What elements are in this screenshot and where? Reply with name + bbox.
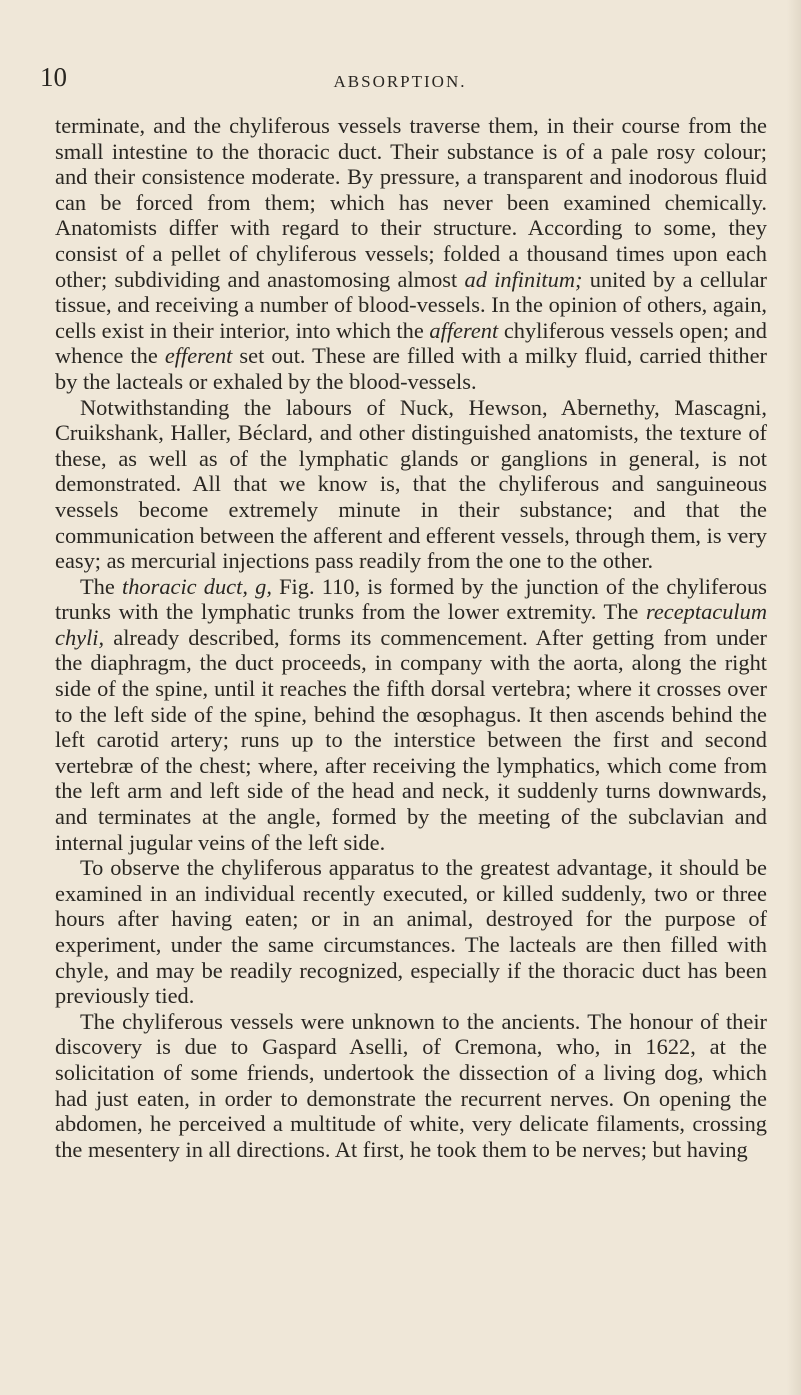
italic-text: efferent [164,343,233,369]
italic-text: afferent [429,317,499,343]
italic-text: receptaculum chyli, [55,599,767,650]
text-run: To observe the chyliferous apparatus to the greatest advantage, it should be examined in an individual recently executed, or killed suddenly, two or three hours after having eaten; or in an animal, destroyed for the purpose of experiment, under the same circumstances. The lacteals are then filled with chyle, and may be readily recognized, especially if the thoracic duct has been previously tied. [55,855,767,1009]
paragraph [55,1009,767,1163]
text-run: The chyliferous vessels were unknown to the ancients. The honour of their discovery is due to Gaspard Aselli, of Cremona, who, in 1622, at the solicitation of some friends, undertook the dissection of a living dog, which had just eaten, in order to demonstrate the recurrent nerves. On opening the abdomen, he perceived a multitude of white, very delicate filaments, crossing the mesentery in all directions. At first, he took them to be nerves; but having [55,1008,767,1162]
running-head: ABSORPTION. [333,72,467,91]
text-run: The [80,573,122,599]
text-run: Fig. 110, is formed by the junction of the chyliferous trunks with the lymphatic trunks from the lower extremity. The [55,573,767,625]
body-text [55,113,767,1162]
text-run: Notwithstanding the labours of Nuck, Hewson, Abernethy, Mascagni, Cruikshank, Haller, Béclard, and other distinguished anatomists, the texture of these, as well as of the lymphatic glands or ganglions in general, is not demonstrated. All that we know is, that the chyliferous and sanguineous vessels become extremely minute in their substance; and that the communication between the afferent and efferent vessels, through them, is very easy; as mercurial injections pass readily from the one to the other. [55,394,767,574]
text-run: set out. These are filled with a milky fluid, carried thither by the lacteals or exhaled by the blood-vessels. [55,343,767,394]
paragraph [55,395,767,574]
paragraph [55,113,767,395]
paragraph [55,574,767,856]
text-run: chyliferous vessels open; and whence the [55,317,768,369]
italic-text: thoracic duct, g, [122,573,272,599]
paragraph [55,855,767,1009]
page-edge-shadow [787,0,801,1395]
page-header [40,62,760,98]
page-number: 10 [40,62,67,92]
text-run: already described, forms its commencement. After getting from under the diaphragm, the duct proceeds, in company with the aorta, along the right side of the spine, until it reaches the fifth dorsal vertebra; where it crosses over to the left side of the spine, behind the œsophagus. It then ascends behind the left carotid artery; runs up to the interstice between the first and second vertebræ of the chest; where, after receiving the lymphatics, which come from the left arm and left side of the head and neck, it suddenly turns downwards, and terminates at the angle, formed by the meeting of the subclavian and internal jugular veins of the left side. [55,624,767,855]
italic-text: ad infinitum; [464,266,583,292]
text-run: united by a cellular tissue, and receiving a number of blood-vessels. In the opinion of others, again, cells exist in their interior, into which the [55,266,767,343]
text-run: terminate, and the chyliferous vessels traverse them, in their course from the small intestine to the thoracic duct. Their substance is of a pale rosy colour; and their consistence moderate. By pressure, a transparent and inodorous fluid can be forced from them; which has never been examined chemically. Anatomists differ with regard to their structure. According to some, they consist of a pellet of chyliferous vessels; folded a thousand times upon each other; subdividing and anastomosing almost [55,113,767,292]
